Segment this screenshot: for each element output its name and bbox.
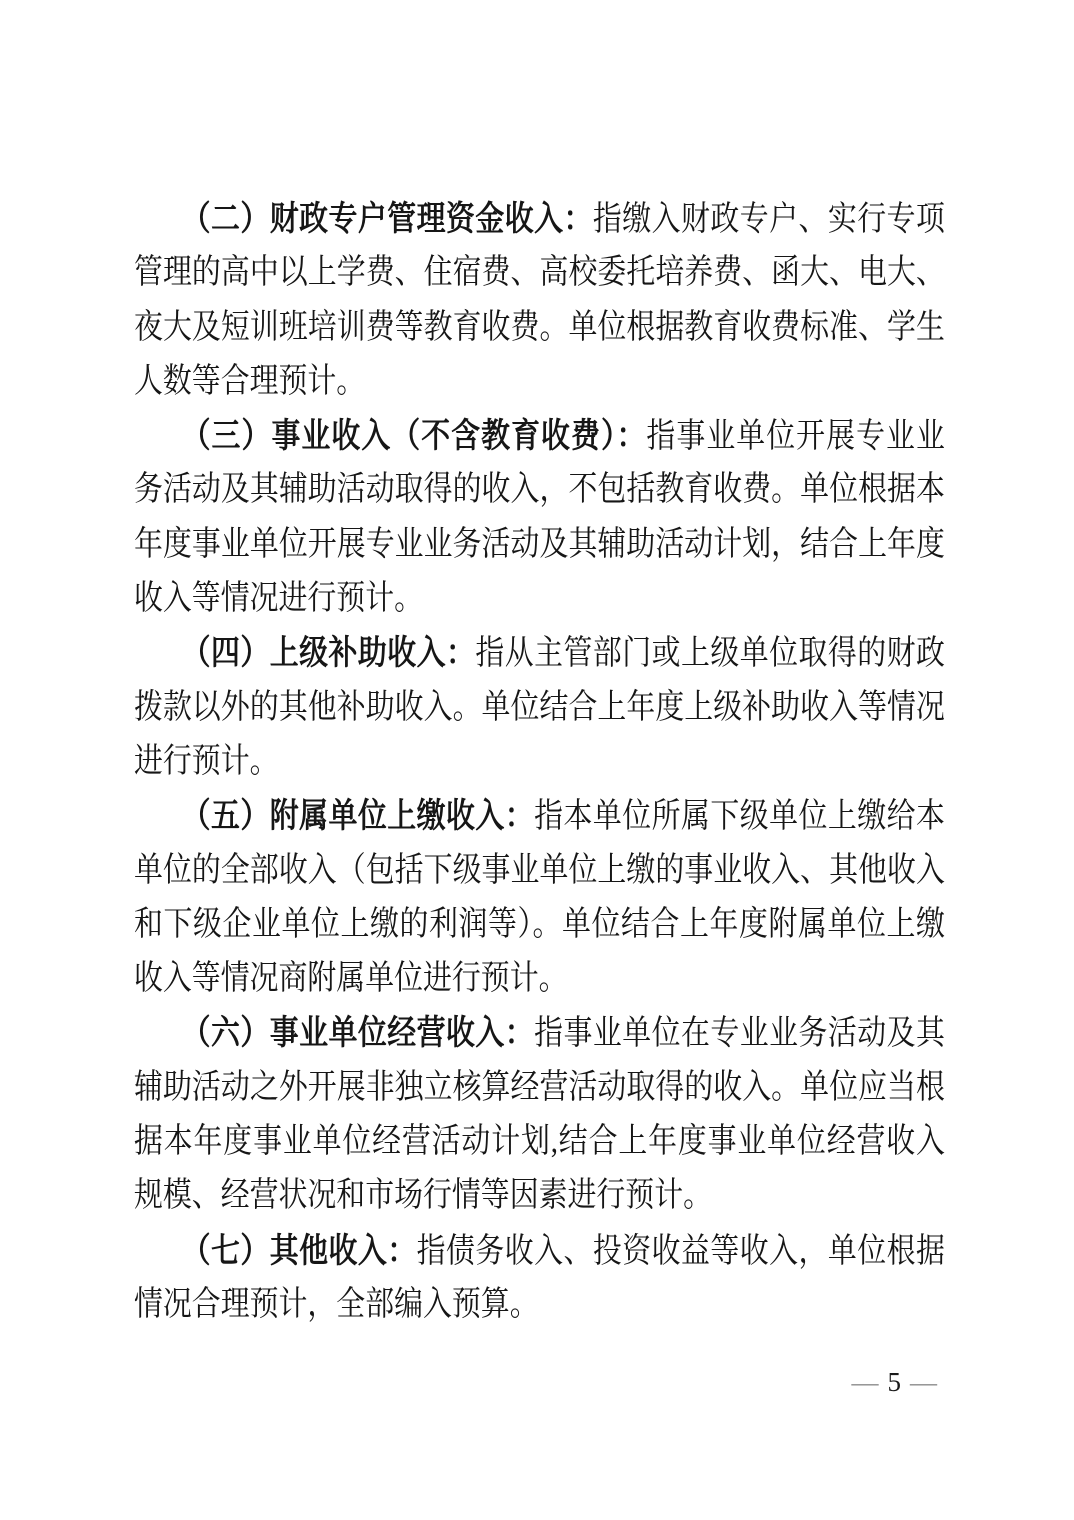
paragraph-heading: （三）事业收入（不含教育收费）：	[181, 417, 647, 456]
paragraph-line: 务活动及其辅助活动取得的收入，不包括教育收费。单位根据本	[134, 471, 945, 509]
paragraph-line: 收入等情况进行预计。	[134, 580, 423, 618]
paragraph-line: 管理的高中以上学费、住宿费、高校委托培养费、函大、电大、	[134, 254, 945, 292]
paragraph-line: 据本年度事业单位经营活动计划,结合上年度事业单位经营收入	[134, 1123, 945, 1161]
paragraph-line	[134, 1006, 945, 1060]
paragraph-line	[134, 1224, 945, 1278]
paragraph-heading: （四）上级补助收入：	[181, 634, 476, 673]
page-number-value: 5	[887, 1367, 901, 1397]
document-body	[134, 192, 945, 1332]
paragraph-line: 人数等合理预计。	[134, 362, 366, 400]
paragraph-text: 指从主管部门或上级单位取得的财政	[475, 635, 945, 673]
page-number-dash-right: —	[910, 1367, 937, 1397]
paragraph-line: 单位的全部收入（包括下级事业单位上缴的事业收入、其他收入	[134, 851, 945, 889]
page-number-dash-left: —	[851, 1367, 879, 1397]
paragraph-line: 情况合理预计，全部编入预算。	[134, 1285, 539, 1323]
paragraph	[134, 1006, 945, 1223]
paragraph-line: 规模、经营状况和市场行情等因素进行预计。	[134, 1177, 712, 1215]
paragraph-line: 辅助活动之外开展非独立核算经营活动取得的收入。单位应当根	[134, 1068, 945, 1106]
paragraph-line: 进行预计。	[134, 742, 279, 780]
paragraph-line: 拨款以外的其他补助收入。单位结合上年度上级补助收入等情况	[134, 688, 945, 726]
paragraph-line: 和下级企业单位上缴的利润等）。单位结合上年度附属单位上缴	[134, 905, 945, 943]
paragraph-heading: （二）财政专户管理资金收入：	[181, 200, 593, 238]
paragraph-text: 指事业单位开展专业业	[646, 418, 945, 456]
paragraph-text: 指本单位所属下级单位上缴给本	[534, 798, 945, 836]
paragraph-line	[134, 409, 945, 463]
paragraph-heading: （五）附属单位上缴收入：	[181, 797, 535, 836]
paragraph-line: 年度事业单位开展专业业务活动及其辅助活动计划，结合上年度	[134, 525, 945, 563]
paragraph	[134, 192, 945, 409]
paragraph	[134, 626, 945, 789]
paragraph-line	[134, 192, 945, 246]
paragraph-heading: （七）其他收入：	[181, 1231, 417, 1270]
paragraph	[134, 409, 945, 626]
paragraph-text: 指债务收入、投资收益等收入，单位根据	[416, 1232, 945, 1270]
page-number	[852, 1366, 938, 1398]
paragraph-line: 夜大及短训班培训费等教育收费。单位根据教育收费标准、学生	[134, 308, 945, 346]
paragraph-text: 指事业单位在专业业务活动及其	[534, 1015, 945, 1053]
paragraph	[134, 789, 945, 1006]
paragraph-text: 指缴入财政专户、实行专项	[592, 201, 945, 238]
paragraph-line	[134, 626, 945, 680]
paragraph-line	[134, 789, 945, 843]
paragraph-heading: （六）事业单位经营收入：	[181, 1014, 535, 1053]
paragraph-line: 收入等情况商附属单位进行预计。	[134, 960, 568, 998]
paragraph	[134, 1224, 945, 1333]
